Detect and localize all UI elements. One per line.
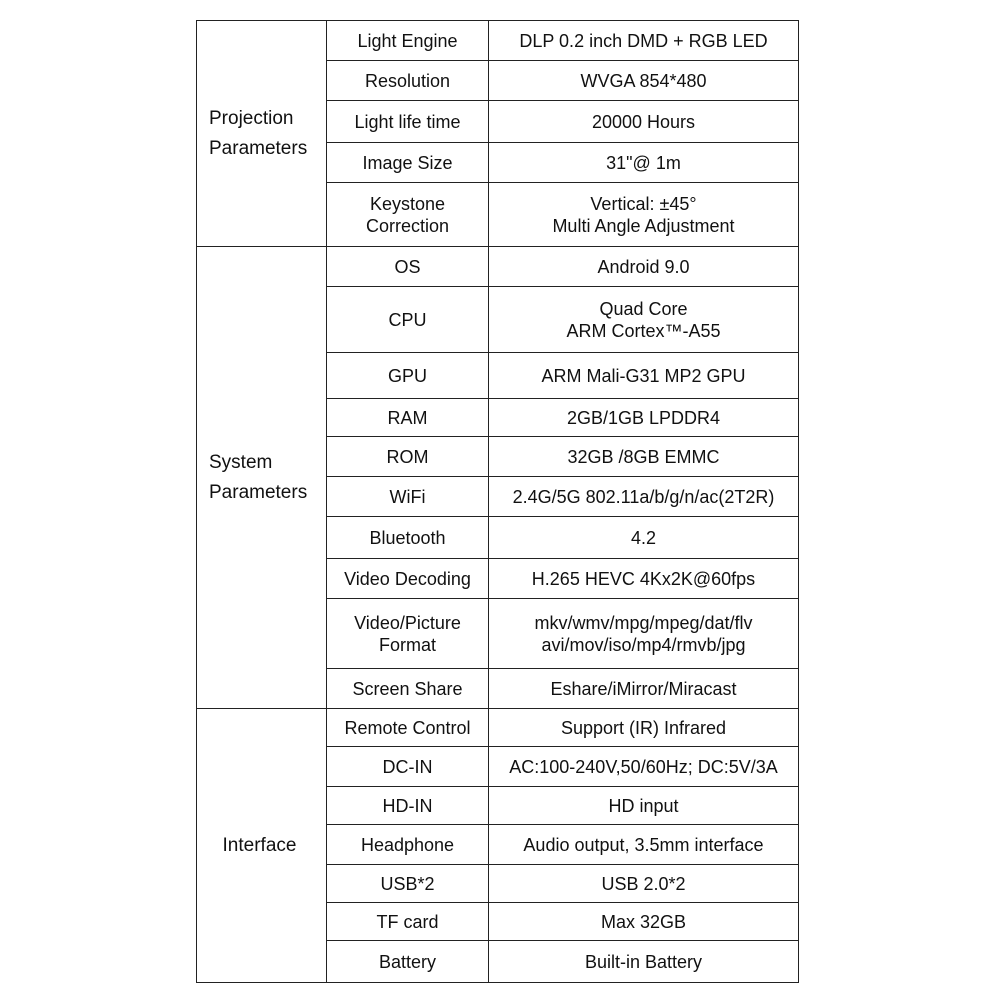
- spec-label-line: Format: [378, 634, 436, 655]
- spec-label-line: Light life time: [354, 111, 461, 132]
- category-system-parameters: [197, 247, 327, 709]
- spec-value-line: 32GB /8GB EMMC: [567, 446, 720, 467]
- spec-label-line: WiFi: [389, 486, 426, 507]
- spec-label: [327, 865, 489, 903]
- spec-label: [327, 825, 489, 865]
- spec-value-line: 2GB/1GB LPDDR4: [566, 407, 721, 428]
- spec-label-line: Screen Share: [352, 678, 463, 699]
- spec-value: [489, 709, 799, 747]
- spec-label: [327, 517, 489, 559]
- spec-value: [489, 183, 799, 247]
- spec-label: [327, 747, 489, 787]
- spec-label: [327, 477, 489, 517]
- spec-label-line: Video/Picture: [354, 612, 461, 633]
- spec-value-line: 2.4G/5G 802.11a/b/g/n/ac(2T2R): [512, 486, 775, 507]
- spec-value: [489, 559, 799, 599]
- spec-label: [327, 399, 489, 437]
- category-projection-parameters: [197, 21, 327, 247]
- spec-label: [327, 287, 489, 353]
- spec-value-line: 31"@ 1m: [606, 152, 681, 173]
- spec-value: [489, 787, 799, 825]
- spec-value: [489, 941, 799, 983]
- spec-label-line: DC-IN: [382, 756, 433, 777]
- spec-label: [327, 101, 489, 143]
- spec-table-body: [197, 21, 799, 983]
- spec-label-line: RAM: [387, 407, 428, 428]
- category-label-line: Parameters: [209, 137, 308, 159]
- spec-value-line: Multi Angle Adjustment: [552, 215, 735, 236]
- spec-label-line: Image Size: [362, 152, 453, 173]
- category-label-line: Parameters: [209, 481, 308, 503]
- spec-label-line: CPU: [388, 309, 427, 330]
- spec-value-line: Support (IR) Infrared: [560, 717, 727, 738]
- spec-value-line: ARM Cortex™-A55: [566, 320, 721, 341]
- spec-label-line: Battery: [378, 951, 437, 972]
- spec-label: [327, 21, 489, 61]
- spec-label: [327, 437, 489, 477]
- spec-value-line: Max 32GB: [600, 911, 687, 932]
- spec-label-line: Correction: [365, 215, 450, 236]
- spec-label: [327, 669, 489, 709]
- spec-label-line: ROM: [386, 446, 429, 467]
- spec-label-line: USB*2: [380, 873, 435, 894]
- spec-value-line: avi/mov/iso/mp4/rmvb/jpg: [541, 634, 746, 655]
- spec-value: [489, 437, 799, 477]
- spec-label: [327, 559, 489, 599]
- spec-value-line: 4.2: [630, 527, 657, 548]
- spec-value: [489, 399, 799, 437]
- spec-label-line: OS: [394, 256, 421, 277]
- spec-value: [489, 599, 799, 669]
- spec-label: [327, 353, 489, 399]
- spec-label-line: TF card: [376, 911, 439, 932]
- spec-label-line: Resolution: [364, 70, 451, 91]
- spec-value-line: Audio output, 3.5mm interface: [523, 834, 764, 855]
- spec-label: [327, 247, 489, 287]
- spec-label: [327, 709, 489, 747]
- spec-value-line: 20000 Hours: [591, 111, 696, 132]
- spec-value-line: H.265 HEVC 4Kx2K@60fps: [531, 568, 756, 589]
- spec-value: [489, 669, 799, 709]
- category-interface: [197, 709, 327, 983]
- spec-label-line: Remote Control: [344, 717, 471, 738]
- spec-value: [489, 517, 799, 559]
- spec-label-line: HD-IN: [382, 795, 433, 816]
- spec-label: [327, 143, 489, 183]
- spec-value-line: HD input: [608, 795, 679, 816]
- spec-table: [196, 20, 799, 983]
- spec-value: [489, 353, 799, 399]
- category-label-line: Projection: [209, 107, 294, 129]
- spec-value: [489, 21, 799, 61]
- table-row: [197, 21, 799, 61]
- spec-label: [327, 599, 489, 669]
- spec-value-line: DLP 0.2 inch DMD + RGB LED: [519, 30, 768, 51]
- spec-value-line: Eshare/iMirror/Miracast: [550, 678, 737, 699]
- spec-value: [489, 287, 799, 353]
- spec-label-line: Keystone: [369, 193, 446, 214]
- spec-value: [489, 865, 799, 903]
- spec-label-line: Bluetooth: [369, 527, 446, 548]
- spec-value-line: WVGA 854*480: [580, 70, 707, 91]
- spec-value: [489, 247, 799, 287]
- spec-label-line: GPU: [387, 365, 427, 386]
- category-label-line: Interface: [222, 834, 297, 856]
- spec-value: [489, 101, 799, 143]
- spec-label: [327, 787, 489, 825]
- spec-label-line: Light Engine: [357, 30, 458, 51]
- spec-value: [489, 477, 799, 517]
- spec-value-line: Vertical: ±45°: [590, 193, 697, 214]
- table-row: [197, 709, 799, 747]
- spec-label-line: Headphone: [360, 834, 455, 855]
- spec-value-line: AC:100-240V,50/60Hz; DC:5V/3A: [509, 756, 778, 777]
- spec-value-line: Quad Core: [599, 298, 688, 319]
- spec-value: [489, 825, 799, 865]
- spec-value: [489, 903, 799, 941]
- spec-value-line: USB 2.0*2: [601, 873, 686, 894]
- spec-value: [489, 61, 799, 101]
- spec-value-line: mkv/wmv/mpg/mpeg/dat/flv: [534, 612, 753, 633]
- spec-label: [327, 183, 489, 247]
- spec-value-line: Android 9.0: [597, 256, 690, 277]
- spec-value: [489, 747, 799, 787]
- spec-label: [327, 61, 489, 101]
- category-label-line: System: [209, 451, 273, 473]
- spec-label-line: Video Decoding: [344, 568, 471, 589]
- spec-value-line: ARM Mali-G31 MP2 GPU: [541, 365, 746, 386]
- spec-label: [327, 903, 489, 941]
- table-row: [197, 247, 799, 287]
- spec-value: [489, 143, 799, 183]
- spec-label: [327, 941, 489, 983]
- spec-value-line: Built-in Battery: [584, 951, 703, 972]
